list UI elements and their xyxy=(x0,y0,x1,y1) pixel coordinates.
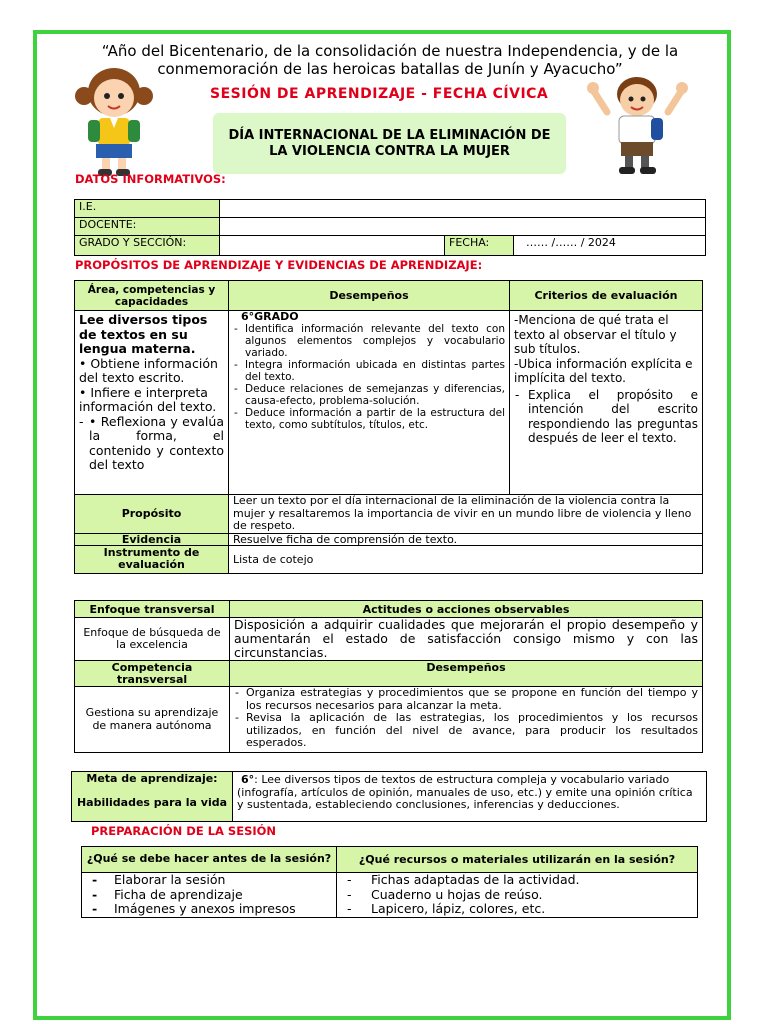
desempenos-list xyxy=(233,323,505,431)
boy-student-illustration xyxy=(585,72,690,177)
antes-cell xyxy=(82,873,337,918)
comp-desempenos-cell xyxy=(230,687,703,753)
comp-desempeno-item: - Revisa la aplicación de las estrategias, los procedimientos y los recursos utilizados, en función del nivel de avance, para producir los resultados esperados. xyxy=(234,712,698,750)
habilidades-label: Habilidades para la vida xyxy=(76,795,228,809)
capacidad-item: • Infiere e interpreta información del texto. xyxy=(79,384,217,414)
criterios-cell xyxy=(510,311,703,495)
grado-value[interactable] xyxy=(220,236,445,256)
propositos-heading: PROPÓSITOS DE APRENDIZAJE Y EVIDENCIAS DE APRENDIZAJE: xyxy=(75,258,483,272)
competencia-name: Lee diversos tipos de textos en su lengua materna. xyxy=(79,312,208,356)
desempeno-item: - Integra información ubicada en distintas partes del texto. xyxy=(233,359,505,383)
criterio-item: - Explica el propósito e intención del escrito respondiendo las preguntas después de leer el texto. xyxy=(514,388,698,446)
datos-heading: DATOS INFORMATIVOS: xyxy=(75,172,226,186)
propositos-table xyxy=(74,280,703,574)
docente-value[interactable] xyxy=(220,218,706,236)
capacidad-item: - • Reflexiona y evalúa la forma, el contenido y contexto del texto xyxy=(79,413,224,472)
comp-desempeno-item: - Organiza estrategias y procedimientos que se propone en función del tiempo y los recursos necesarios para alcanzar la meta. xyxy=(234,687,698,712)
recurso-item: - Cuaderno u hojas de reúso. xyxy=(347,886,543,902)
col-area: Área, competencias y capacidades xyxy=(75,281,229,311)
desempeno-item: - Deduce información a partir de la estructura del texto, como subtítulos, títulos, etc. xyxy=(233,407,505,431)
meta-text: : Lee diversos tipos de textos de estructura compleja y vocabulario variado (infografía, artículos de opinión, manuales de uso, etc.) y emite una opinión crítica y sustentada, estableciendo conclusiones, inferencias y deducciones. xyxy=(237,773,693,811)
criterio-list xyxy=(514,388,698,446)
recursos-cell xyxy=(337,873,698,918)
criterio-item: -Menciona de qué trata el texto al observar el título y sub títulos. xyxy=(514,313,677,356)
ie-value[interactable] xyxy=(220,200,706,218)
meta-label-cell xyxy=(72,772,233,822)
enfoque-table xyxy=(74,600,703,753)
comp-desempenos-list xyxy=(234,687,698,750)
commemoration-title: DÍA INTERNACIONAL DE LA ELIMINACIÓN DE LA VIOLENCIA CONTRA LA MUJER xyxy=(228,127,551,159)
desempeno-item: - Identifica información relevante del texto con algunos elementos complejos y vocabulario variado. xyxy=(233,323,505,359)
recurso-item: - Lapicero, lápiz, colores, etc. xyxy=(347,901,546,916)
fecha-value[interactable]: …… /…… / 2024 xyxy=(514,236,706,256)
evidencia-label: Evidencia xyxy=(75,533,229,545)
preparacion-table xyxy=(81,846,698,918)
antes-item: - Elaborar la sesión xyxy=(92,872,226,887)
col-desempenos: Desempeños xyxy=(229,281,510,311)
docente-label: DOCENTE: xyxy=(75,218,220,236)
col-enfoque: Enfoque transversal xyxy=(75,601,230,618)
grado-label: 6°GRADO xyxy=(241,310,299,323)
antes-item: - Ficha de aprendizaje xyxy=(92,886,243,902)
desempeno-item: - Deduce relaciones de semejanzas y diferencias, causa-efecto, problema-solución. xyxy=(233,383,505,407)
capacidad-item: • Obtiene información del texto escrito. xyxy=(79,355,218,385)
competencia-name: Gestiona su aprendizaje de manera autónoma xyxy=(75,687,230,753)
girl-student-illustration xyxy=(70,62,158,178)
proposito-label: Propósito xyxy=(75,495,229,534)
commemoration-title-box xyxy=(213,113,566,174)
col-competencia: Competencia transversal xyxy=(75,661,230,687)
grado-label: GRADO Y SECCIÓN: xyxy=(75,236,220,256)
meta-table xyxy=(71,771,707,822)
criterio-item: -Ubica información explícita e implícita del texto. xyxy=(514,356,693,385)
year-motto: “Año del Bicentenario, de la consolidación de nuestra Independencia, y de la conmemoración de las heroicas batallas de Junín y Ayacucho” xyxy=(101,42,679,78)
meta-text-cell xyxy=(233,772,707,822)
col-antes: ¿Qué se debe hacer antes de la sesión? xyxy=(82,847,337,873)
enfoque-name: Enfoque de búsqueda de la excelencia xyxy=(75,618,230,661)
col-comp-desempenos: Desempeños xyxy=(230,661,703,687)
actitud-text: Disposición a adquirir cualidades que mejorarán el propio desempeño y aumentarán el estado de satisfacción consigo mismo y con las circunstancias. xyxy=(230,618,703,661)
preparacion-heading: PREPARACIÓN DE LA SESIÓN xyxy=(91,824,277,838)
col-recursos: ¿Qué recursos o materiales utilizarán en la sesión? xyxy=(337,847,698,873)
recurso-item: - Fichas adaptadas de la actividad. xyxy=(347,872,580,887)
col-criterios: Criterios de evaluación xyxy=(510,281,703,311)
fecha-label: FECHA: xyxy=(445,236,514,256)
instrumento-label: Instrumento de evaluación xyxy=(75,545,229,573)
col-actitudes: Actitudes o acciones observables xyxy=(230,601,703,618)
meta-label: Meta de aprendizaje: xyxy=(86,772,218,785)
desempenos-cell xyxy=(229,311,510,495)
ie-label: I.E. xyxy=(75,200,220,218)
proposito-text: Leer un texto por el día internacional de la eliminación de la violencia contra la mujer y resaltaremos la importancia de vivir en un mundo libre de violencia y lleno de respeto. xyxy=(229,495,703,534)
antes-item: - Imágenes y anexos impresos xyxy=(92,901,296,916)
session-title: SESIÓN DE APRENDIZAJE - FECHA CÍVICA xyxy=(210,86,549,102)
instrumento-text: Lista de cotejo xyxy=(229,545,703,573)
datos-table xyxy=(74,199,706,256)
area-cell xyxy=(75,311,229,495)
meta-grado: 6° xyxy=(241,773,255,786)
evidencia-text: Resuelve ficha de comprensión de texto. xyxy=(229,533,703,545)
